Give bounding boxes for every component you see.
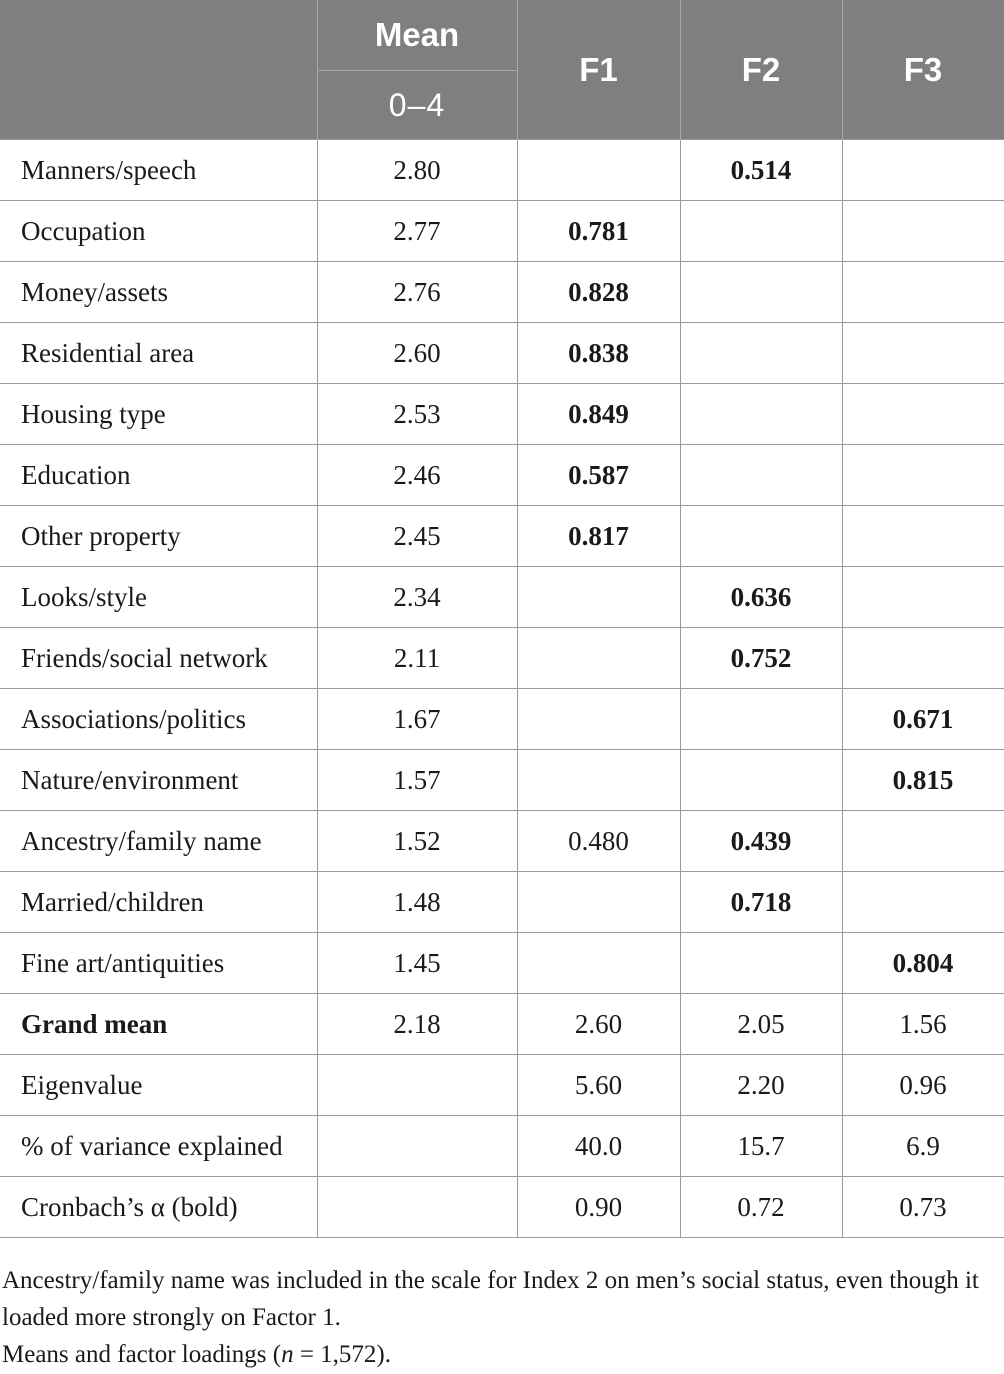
cell-f1 [517, 689, 680, 750]
cell-mean [317, 1055, 517, 1116]
cell-f1: 0.849 [517, 384, 680, 445]
cell-f1: 2.60 [517, 994, 680, 1055]
row-label: Eigenvalue [0, 1055, 317, 1116]
cell-f2: 0.439 [680, 811, 842, 872]
cell-f1: 0.781 [517, 201, 680, 262]
cell-mean: 2.46 [317, 445, 517, 506]
cell-f2 [680, 201, 842, 262]
row-label: Associations/politics [0, 689, 317, 750]
row-label: % of variance explained [0, 1116, 317, 1177]
cell-f2 [680, 323, 842, 384]
header-f1: F1 [517, 0, 680, 140]
cell-mean: 2.53 [317, 384, 517, 445]
cell-mean: 1.48 [317, 872, 517, 933]
table-row [0, 994, 1004, 1055]
table-row [0, 1116, 1004, 1177]
table-row [0, 1055, 1004, 1116]
row-label: Cronbach’s α (bold) [0, 1177, 317, 1238]
cell-f2: 2.20 [680, 1055, 842, 1116]
cell-f2: 0.718 [680, 872, 842, 933]
note-suffix: = 1,572). [293, 1341, 392, 1368]
row-label: Fine art/antiquities [0, 933, 317, 994]
cell-mean [317, 1116, 517, 1177]
row-label: Ancestry/family name [0, 811, 317, 872]
cell-f3 [842, 445, 1004, 506]
row-label: Other property [0, 506, 317, 567]
row-label: Grand mean [0, 994, 317, 1055]
cell-f1: 0.90 [517, 1177, 680, 1238]
cell-f3: 0.73 [842, 1177, 1004, 1238]
table-row [0, 567, 1004, 628]
cell-f3 [842, 567, 1004, 628]
cell-f3: 0.815 [842, 750, 1004, 811]
cell-f3: 6.9 [842, 1116, 1004, 1177]
cell-f1: 40.0 [517, 1116, 680, 1177]
table-row [0, 262, 1004, 323]
cell-f2: 0.72 [680, 1177, 842, 1238]
cell-f2: 15.7 [680, 1116, 842, 1177]
header-corner [0, 0, 317, 140]
table-row [0, 628, 1004, 689]
cell-f3 [842, 323, 1004, 384]
row-label: Housing type [0, 384, 317, 445]
cell-mean: 2.34 [317, 567, 517, 628]
cell-mean [317, 1177, 517, 1238]
row-label: Education [0, 445, 317, 506]
cell-f1: 0.838 [517, 323, 680, 384]
cell-f2: 0.752 [680, 628, 842, 689]
cell-f2 [680, 262, 842, 323]
cell-mean: 2.45 [317, 506, 517, 567]
header-f2: F2 [680, 0, 842, 140]
table-row [0, 689, 1004, 750]
cell-f3: 0.96 [842, 1055, 1004, 1116]
cell-f2 [680, 750, 842, 811]
row-label: Nature/environment [0, 750, 317, 811]
table-row [0, 445, 1004, 506]
table-notes [2, 1262, 992, 1373]
cell-f1: 0.817 [517, 506, 680, 567]
cell-f3: 0.804 [842, 933, 1004, 994]
cell-f2 [680, 933, 842, 994]
cell-f3: 0.671 [842, 689, 1004, 750]
table-row [0, 506, 1004, 567]
row-label: Money/assets [0, 262, 317, 323]
table-row [0, 201, 1004, 262]
cell-f3 [842, 384, 1004, 445]
table-row [0, 811, 1004, 872]
note-sample-size [2, 1336, 992, 1373]
cell-f2 [680, 506, 842, 567]
cell-mean: 1.45 [317, 933, 517, 994]
cell-f1 [517, 750, 680, 811]
cell-f3: 1.56 [842, 994, 1004, 1055]
cell-f2 [680, 445, 842, 506]
row-label: Residential area [0, 323, 317, 384]
table-row [0, 1177, 1004, 1238]
cell-f1 [517, 567, 680, 628]
cell-mean: 2.80 [317, 140, 517, 201]
table-row [0, 323, 1004, 384]
cell-f1: 5.60 [517, 1055, 680, 1116]
row-label: Manners/speech [0, 140, 317, 201]
cell-f1 [517, 872, 680, 933]
note-ancestry: Ancestry/family name was included in the scale for Index 2 on men’s social status, even though it loaded more strongly on Factor 1. [2, 1267, 979, 1331]
row-label: Occupation [0, 201, 317, 262]
row-label: Looks/style [0, 567, 317, 628]
cell-f1: 0.587 [517, 445, 680, 506]
header-mean-range: 0–4 [317, 71, 517, 140]
cell-mean: 2.18 [317, 994, 517, 1055]
cell-f3 [842, 262, 1004, 323]
table-row [0, 933, 1004, 994]
cell-mean: 2.77 [317, 201, 517, 262]
cell-f1: 0.828 [517, 262, 680, 323]
note-n-symbol: n [281, 1341, 294, 1368]
cell-f1 [517, 628, 680, 689]
cell-mean: 1.57 [317, 750, 517, 811]
table-row [0, 872, 1004, 933]
row-label: Married/children [0, 872, 317, 933]
cell-f3 [842, 140, 1004, 201]
cell-f1 [517, 933, 680, 994]
cell-f3 [842, 872, 1004, 933]
cell-f2: 0.636 [680, 567, 842, 628]
table-row [0, 384, 1004, 445]
header-mean: Mean [317, 0, 517, 71]
cell-f3 [842, 628, 1004, 689]
cell-mean: 1.52 [317, 811, 517, 872]
cell-f3 [842, 506, 1004, 567]
cell-mean: 1.67 [317, 689, 517, 750]
cell-f2: 0.514 [680, 140, 842, 201]
cell-mean: 2.60 [317, 323, 517, 384]
cell-f3 [842, 811, 1004, 872]
cell-f2 [680, 689, 842, 750]
cell-f2: 2.05 [680, 994, 842, 1055]
cell-mean: 2.11 [317, 628, 517, 689]
cell-f2 [680, 384, 842, 445]
note-prefix: Means and factor loadings ( [2, 1341, 282, 1368]
cell-f1 [517, 140, 680, 201]
table-body [0, 140, 1004, 1238]
table-row [0, 750, 1004, 811]
cell-f1: 0.480 [517, 811, 680, 872]
header-f3: F3 [842, 0, 1004, 140]
cell-f3 [842, 201, 1004, 262]
row-label: Friends/social network [0, 628, 317, 689]
table-row [0, 140, 1004, 201]
cell-mean: 2.76 [317, 262, 517, 323]
